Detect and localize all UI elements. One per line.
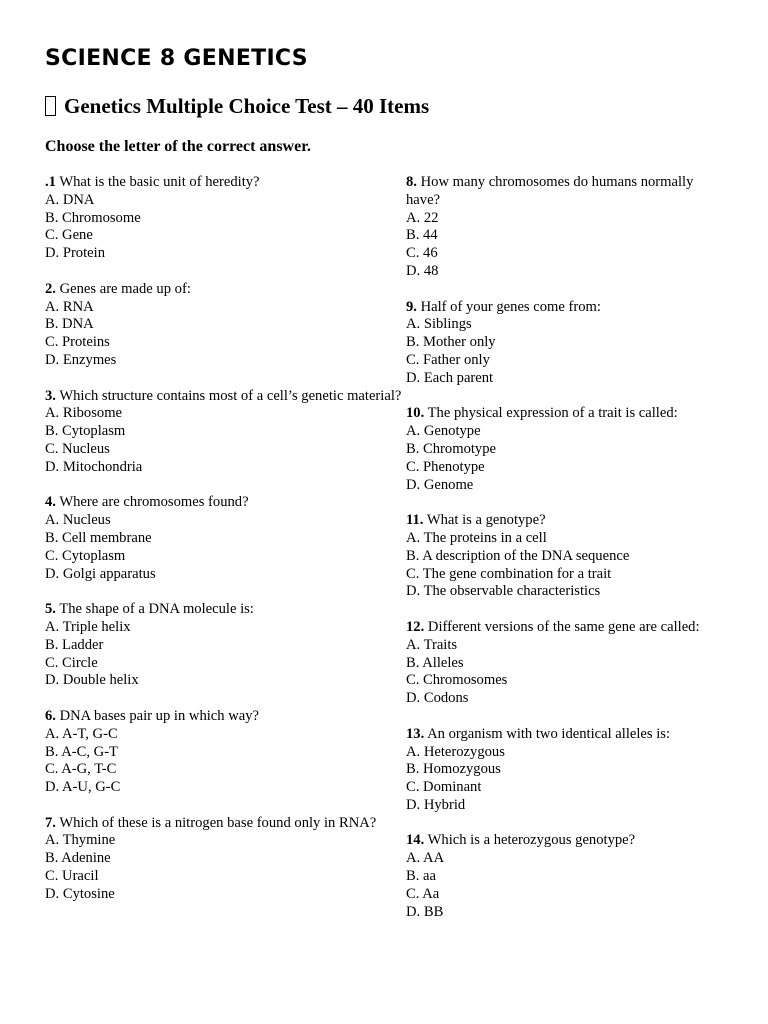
question-block: [45, 601, 406, 690]
test-title-text: Genetics Multiple Choice Test – 40 Items: [64, 94, 430, 118]
answer-option: D. Genome: [406, 476, 474, 493]
answer-option: C. A-G, T-C: [45, 761, 117, 778]
answer-option: D. Golgi apparatus: [45, 565, 156, 582]
answer-option: C. Nucleus: [45, 440, 110, 457]
answer-option: B. Cytoplasm: [45, 423, 126, 440]
answer-option: B. Chromotype: [406, 440, 496, 457]
questions-area: [45, 174, 725, 939]
answer-option: A. Thymine: [45, 832, 116, 849]
answer-option: A. 22: [406, 209, 439, 226]
answer-option: B. Cell membrane: [45, 529, 152, 546]
question-number: 13.: [406, 725, 425, 742]
answer-option: D. Each parent: [406, 369, 494, 386]
question-block: [45, 174, 406, 263]
answer-option: B. Homozygous: [406, 761, 501, 778]
question-block: [406, 174, 725, 281]
question-block: [45, 281, 406, 370]
question-text: Where are chromosomes found?: [55, 494, 249, 511]
answer-option: D. Codons: [406, 690, 469, 707]
answer-option: C. 46: [406, 245, 438, 262]
question-block: [406, 512, 725, 601]
answer-option: D. A-U, G-C: [45, 779, 121, 796]
answer-option: D. Cytosine: [45, 885, 115, 902]
question-number: .1: [45, 174, 56, 190]
answer-option: A. Heterozygous: [406, 743, 505, 760]
answer-option: A. A-T, G-C: [45, 725, 118, 742]
document-title: SCIENCE 8 GENETICS: [45, 46, 308, 71]
question-number: 6.: [45, 707, 56, 724]
answer-option: A. Nucleus: [45, 512, 111, 529]
question-text: The shape of a DNA molecule is:: [55, 601, 254, 618]
question-number: 10.: [406, 405, 425, 422]
question-number: 2.: [45, 280, 56, 297]
answer-option: D. Enzymes: [45, 351, 117, 368]
question-number: 12.: [406, 618, 425, 635]
question-text: What is the basic unit of heredity?: [55, 174, 260, 190]
answer-option: B. 44: [406, 227, 438, 244]
question-block: [45, 494, 406, 583]
document-page: [45, 44, 725, 939]
question-number: 9.: [406, 298, 417, 315]
answer-option: A. AA: [406, 850, 445, 867]
answer-option: B. Alleles: [406, 654, 464, 671]
question-text: An organism with two identical alleles is:: [424, 725, 671, 742]
right-question-column: [406, 174, 725, 939]
answer-option: A. Genotype: [406, 423, 481, 440]
question-number: 4.: [45, 494, 56, 511]
answer-option: D. Protein: [45, 245, 105, 262]
answer-option: A. Ribosome: [45, 405, 123, 422]
question-text: Half of your genes come from:: [416, 298, 601, 315]
question-number: 7.: [45, 814, 56, 831]
question-block: [406, 619, 725, 708]
answer-option: C. Proteins: [45, 334, 110, 351]
answer-option: B. Chromosome: [45, 209, 141, 226]
answer-option: C. Uracil: [45, 868, 99, 885]
question-text: The physical expression of a trait is called:: [424, 405, 678, 422]
answer-option: C. Aa: [406, 885, 440, 902]
question-number: 14.: [406, 832, 425, 849]
answer-option: D. 48: [406, 262, 439, 279]
question-block: [406, 405, 725, 494]
question-number: 8.: [406, 174, 417, 190]
answer-option: D. BB: [406, 903, 444, 920]
question-block: [406, 832, 725, 921]
test-title: [45, 91, 725, 121]
question-text: Different versions of the same gene are called:: [424, 618, 700, 635]
question-text: What is a genotype?: [423, 512, 546, 529]
question-text: Which structure contains most of a cell’s genetic material?: [55, 387, 402, 404]
answer-option: B. Adenine: [45, 850, 111, 867]
answer-option: A. Triple helix: [45, 618, 131, 635]
answer-option: C. Father only: [406, 351, 490, 368]
instructions: Choose the letter of the correct answer.: [45, 138, 311, 155]
answer-option: A. Traits: [406, 636, 458, 653]
question-block: [45, 815, 406, 904]
question-text: DNA bases pair up in which way?: [55, 707, 260, 724]
question-block: [406, 299, 725, 388]
answer-option: D. The observable characteristics: [406, 583, 601, 600]
answer-option: B. Mother only: [406, 334, 496, 351]
question-text: Which of these is a nitrogen base found only in RNA?: [55, 814, 377, 831]
answer-option: C. Circle: [45, 654, 98, 671]
answer-option: A. RNA: [45, 298, 94, 315]
answer-option: C. Cytoplasm: [45, 547, 126, 564]
left-question-column: [45, 174, 406, 939]
question-number: 3.: [45, 387, 56, 404]
answer-option: D. Mitochondria: [45, 458, 143, 475]
answer-option: C. Phenotype: [406, 458, 485, 475]
answer-option: C. Gene: [45, 227, 93, 244]
question-number: 11.: [406, 512, 424, 529]
answer-option: B. A description of the DNA sequence: [406, 547, 630, 564]
question-block: [45, 388, 406, 477]
answer-option: B. A-C, G-T: [45, 743, 118, 760]
answer-option: D. Hybrid: [406, 796, 466, 813]
answer-option: C. Dominant: [406, 779, 482, 796]
answer-option: B. DNA: [45, 316, 94, 333]
question-block: [45, 708, 406, 797]
answer-option: C. The gene combination for a trait: [406, 565, 612, 582]
answer-option: A. The proteins in a cell: [406, 529, 547, 546]
answer-option: A. DNA: [45, 191, 95, 208]
answer-option: D. Double helix: [45, 672, 139, 689]
question-number: 5.: [45, 601, 56, 618]
answer-option: B. aa: [406, 868, 436, 885]
question-block: [406, 726, 725, 815]
answer-option: C. Chromosomes: [406, 672, 508, 689]
missing-glyph-icon: [45, 96, 56, 116]
question-text: How many chromosomes do humans normally have?: [406, 174, 698, 208]
question-text: Which is a heterozygous genotype?: [424, 832, 636, 849]
answer-option: A. Siblings: [406, 316, 472, 333]
question-text: Genes are made up of:: [55, 280, 191, 297]
answer-option: B. Ladder: [45, 636, 104, 653]
